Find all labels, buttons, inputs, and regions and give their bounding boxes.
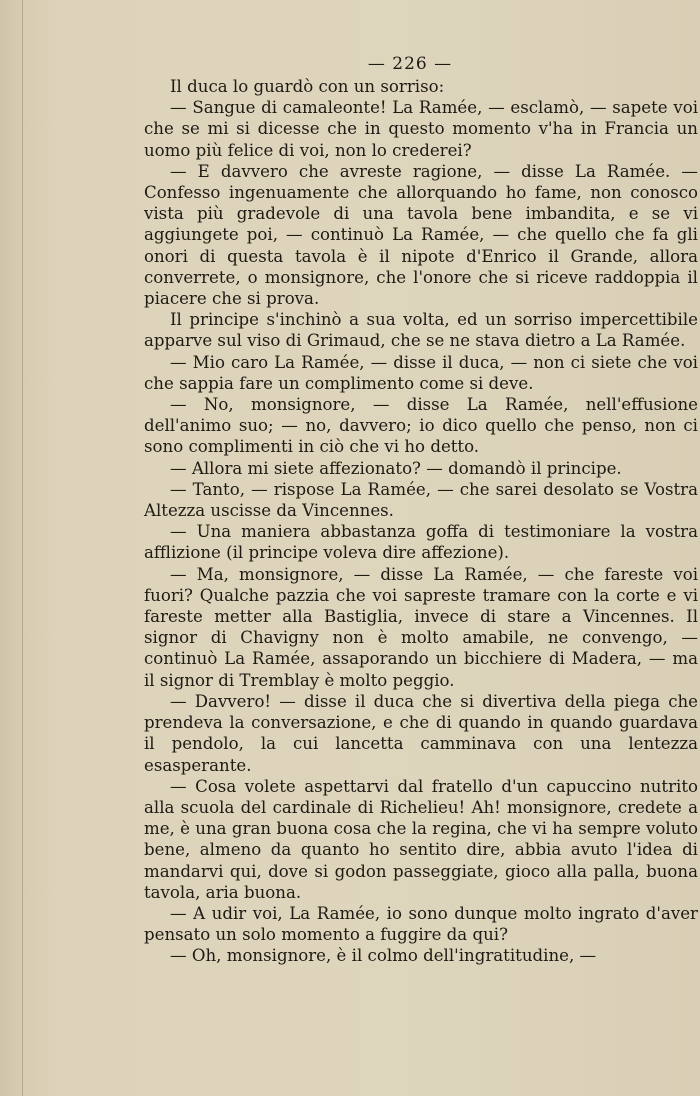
paragraph-10: — Ma, monsignore, — disse La Ramée, — che fareste voi fuori? Qualche pazzia che voi sapreste tramare con la corte e vi fareste metter alla Bastiglia, invece di stare a Vincennes. Il signor di Chavigny non è molto amabile, ne convengo, — continuò La Ramée, assaporando un bicchiere di Madera, — ma il signor di Tremblay è molto peggio. [144, 564, 698, 690]
paragraph-7: — Allora mi siete affezionato? — domandò il principe. [170, 458, 622, 478]
body-text [144, 76, 698, 967]
paragraph-3: — E davvero che avreste ragione, — disse La Ramée. — Confesso ingenuamente che allorquando ho fame, non conosco vista più gradevole di una tavola bene imbandita, e se vi aggiungete poi, — continuò La Ramée, — che quello che fa gli onori di questa tavola è il nipote d'Enrico il Grande, allora converrete, o monsignore, che l'onore che si riceve raddoppia il piacere che si prova. [144, 161, 698, 309]
paragraph-12: — Cosa volete aspettarvi dal fratello d'un capuccino nutrito alla scuola del cardinale di Richelieu! Ah! monsignore, credete a me, è una gran buona cosa che la regina, che vi ha sempre voluto bene, almeno da quanto ho sentito dire, abbia avuto l'idea di mandarvi qui, dove si godon passeggiate, gioco alla palla, buona tavola, aria buona. [144, 776, 698, 902]
paragraph-8: — Tanto, — rispose La Ramée, — che sarei desolato se Vostra Altezza uscisse da Vincennes. [144, 479, 698, 521]
page-number: — 226 — [367, 54, 453, 74]
paragraph-1: Il duca lo guardò con un sorriso: [170, 77, 445, 96]
paragraph-2: — Sangue di camaleonte! La Ramée, — esclamò, — sapete voi che se mi si dicesse che in questo momento v'ha in Francia un uomo più felice di voi, non lo crederei? [144, 98, 698, 160]
paragraph-6: — No, monsignore, — disse La Ramée, nell'effusione dell'animo suo; — no, davvero; io dico quello che penso, non ci sono complimenti in ciò che vi ho detto. [144, 395, 698, 457]
paragraph-4: Il principe s'inchinò a sua volta, ed un sorriso impercettibile apparve sul viso di Grimaud, che se ne stava dietro a La Ramée. [144, 310, 698, 351]
paragraph-13: — A udir voi, La Ramée, io sono dunque molto ingrato d'aver pensato un solo momento a fuggire da qui? [144, 903, 698, 945]
paragraph-14: — Oh, monsignore, è il colmo dell'ingratitudine, — [170, 946, 597, 966]
paragraph-5: — Mio caro La Ramée, — disse il duca, — non ci siete che voi che sappia fare un complimento come si deve. [144, 352, 698, 393]
paragraph-11: — Davvero! — disse il duca che si divertiva della piega che prendeva la conversazione, e che di quando in quando guardava il pendolo, la cui lancetta camminava con una lentezza esasperante. [144, 691, 698, 775]
paragraph-9: — Una maniera abbastanza goffa di testimoniare la vostra afflizione (il principe voleva dire affezione). [144, 522, 698, 563]
page-gutter-divider [22, 0, 23, 1096]
